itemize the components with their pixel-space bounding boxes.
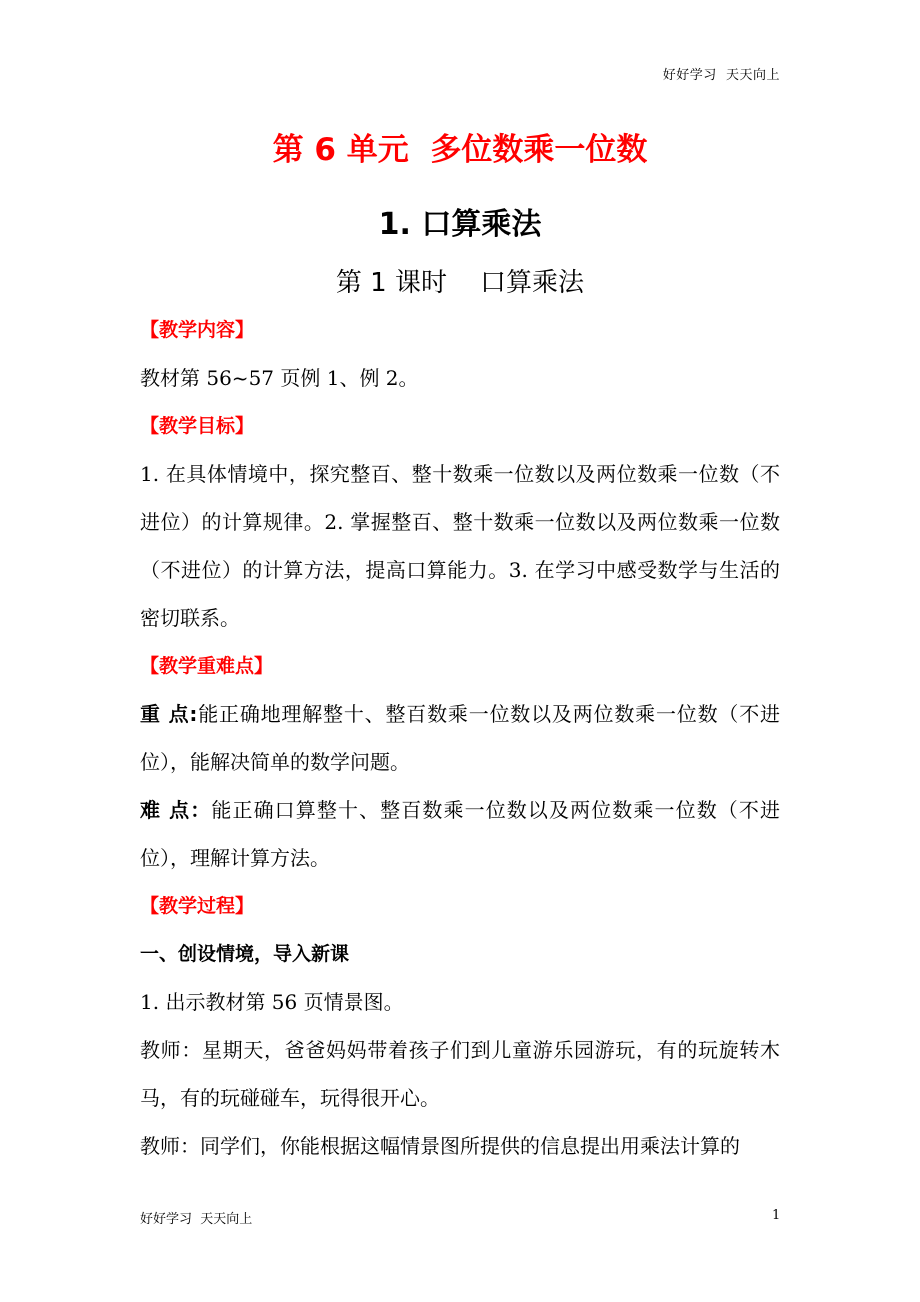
- teacher-2-label: 教师：: [140, 1134, 200, 1158]
- lesson-title: 第 1 课时 口算乘法: [335, 268, 585, 298]
- key-point-paragraph: [140, 690, 780, 786]
- key-point-label: 重 点:: [140, 702, 198, 726]
- document-body: [140, 306, 780, 1170]
- section-title: 1. 口算乘法: [378, 207, 542, 242]
- goals-text: 1. 在具体情境中，探究整百、整十数乘一位数以及两位数乘一位数（不进位）的计算规律。2. 掌握整百、整十数乘一位数以及两位数乘一位数（不进位）的计算方法，提高口算能力。3. 在学习中感受数学与生活的密切联系。: [140, 462, 780, 630]
- keypoints-heading: 【教学重难点】: [140, 655, 274, 677]
- step-1-text: 1. 出示教材第 56 页情景图。: [140, 990, 404, 1014]
- page-number: 1: [772, 1208, 781, 1223]
- process-subheading: 一、创设情境，导入新课: [140, 943, 350, 965]
- teacher-2-text: 同学们，你能根据这幅情景图所提供的信息提出用乘法计算的: [200, 1134, 740, 1158]
- header-divider: [140, 90, 780, 91]
- key-point-text: 能正确地理解整十、整百数乘一位数以及两位数乘一位数（不进位），能解决简单的数学问题。: [140, 702, 780, 774]
- teacher-paragraph-2: [140, 1122, 780, 1170]
- teacher-paragraph-1: [140, 1026, 780, 1122]
- content-heading: 【教学内容】: [140, 319, 255, 341]
- process-heading: 【教学过程】: [140, 895, 255, 917]
- difficult-point-label: 难 点：: [140, 798, 212, 822]
- header-slogan: 好好学习 天天向上: [662, 68, 780, 83]
- content-text: 教材第 56~57 页例 1、例 2。: [140, 366, 419, 390]
- difficult-point-text: 能正确口算整十、整百数乘一位数以及两位数乘一位数（不进位），理解计算方法。: [140, 798, 781, 870]
- unit-title: 第 6 单元 多位数乘一位数: [272, 132, 648, 168]
- goals-heading: 【教学目标】: [140, 415, 255, 437]
- teacher-1-text: 星期天，爸爸妈妈带着孩子们到儿童游乐园游玩，有的玩旋转木马，有的玩碰碰车，玩得很开心。: [140, 1038, 780, 1110]
- footer-slogan: 好好学习 天天向上: [140, 1212, 253, 1227]
- teacher-1-label: 教师：: [140, 1038, 202, 1062]
- difficult-point-paragraph: [140, 786, 780, 882]
